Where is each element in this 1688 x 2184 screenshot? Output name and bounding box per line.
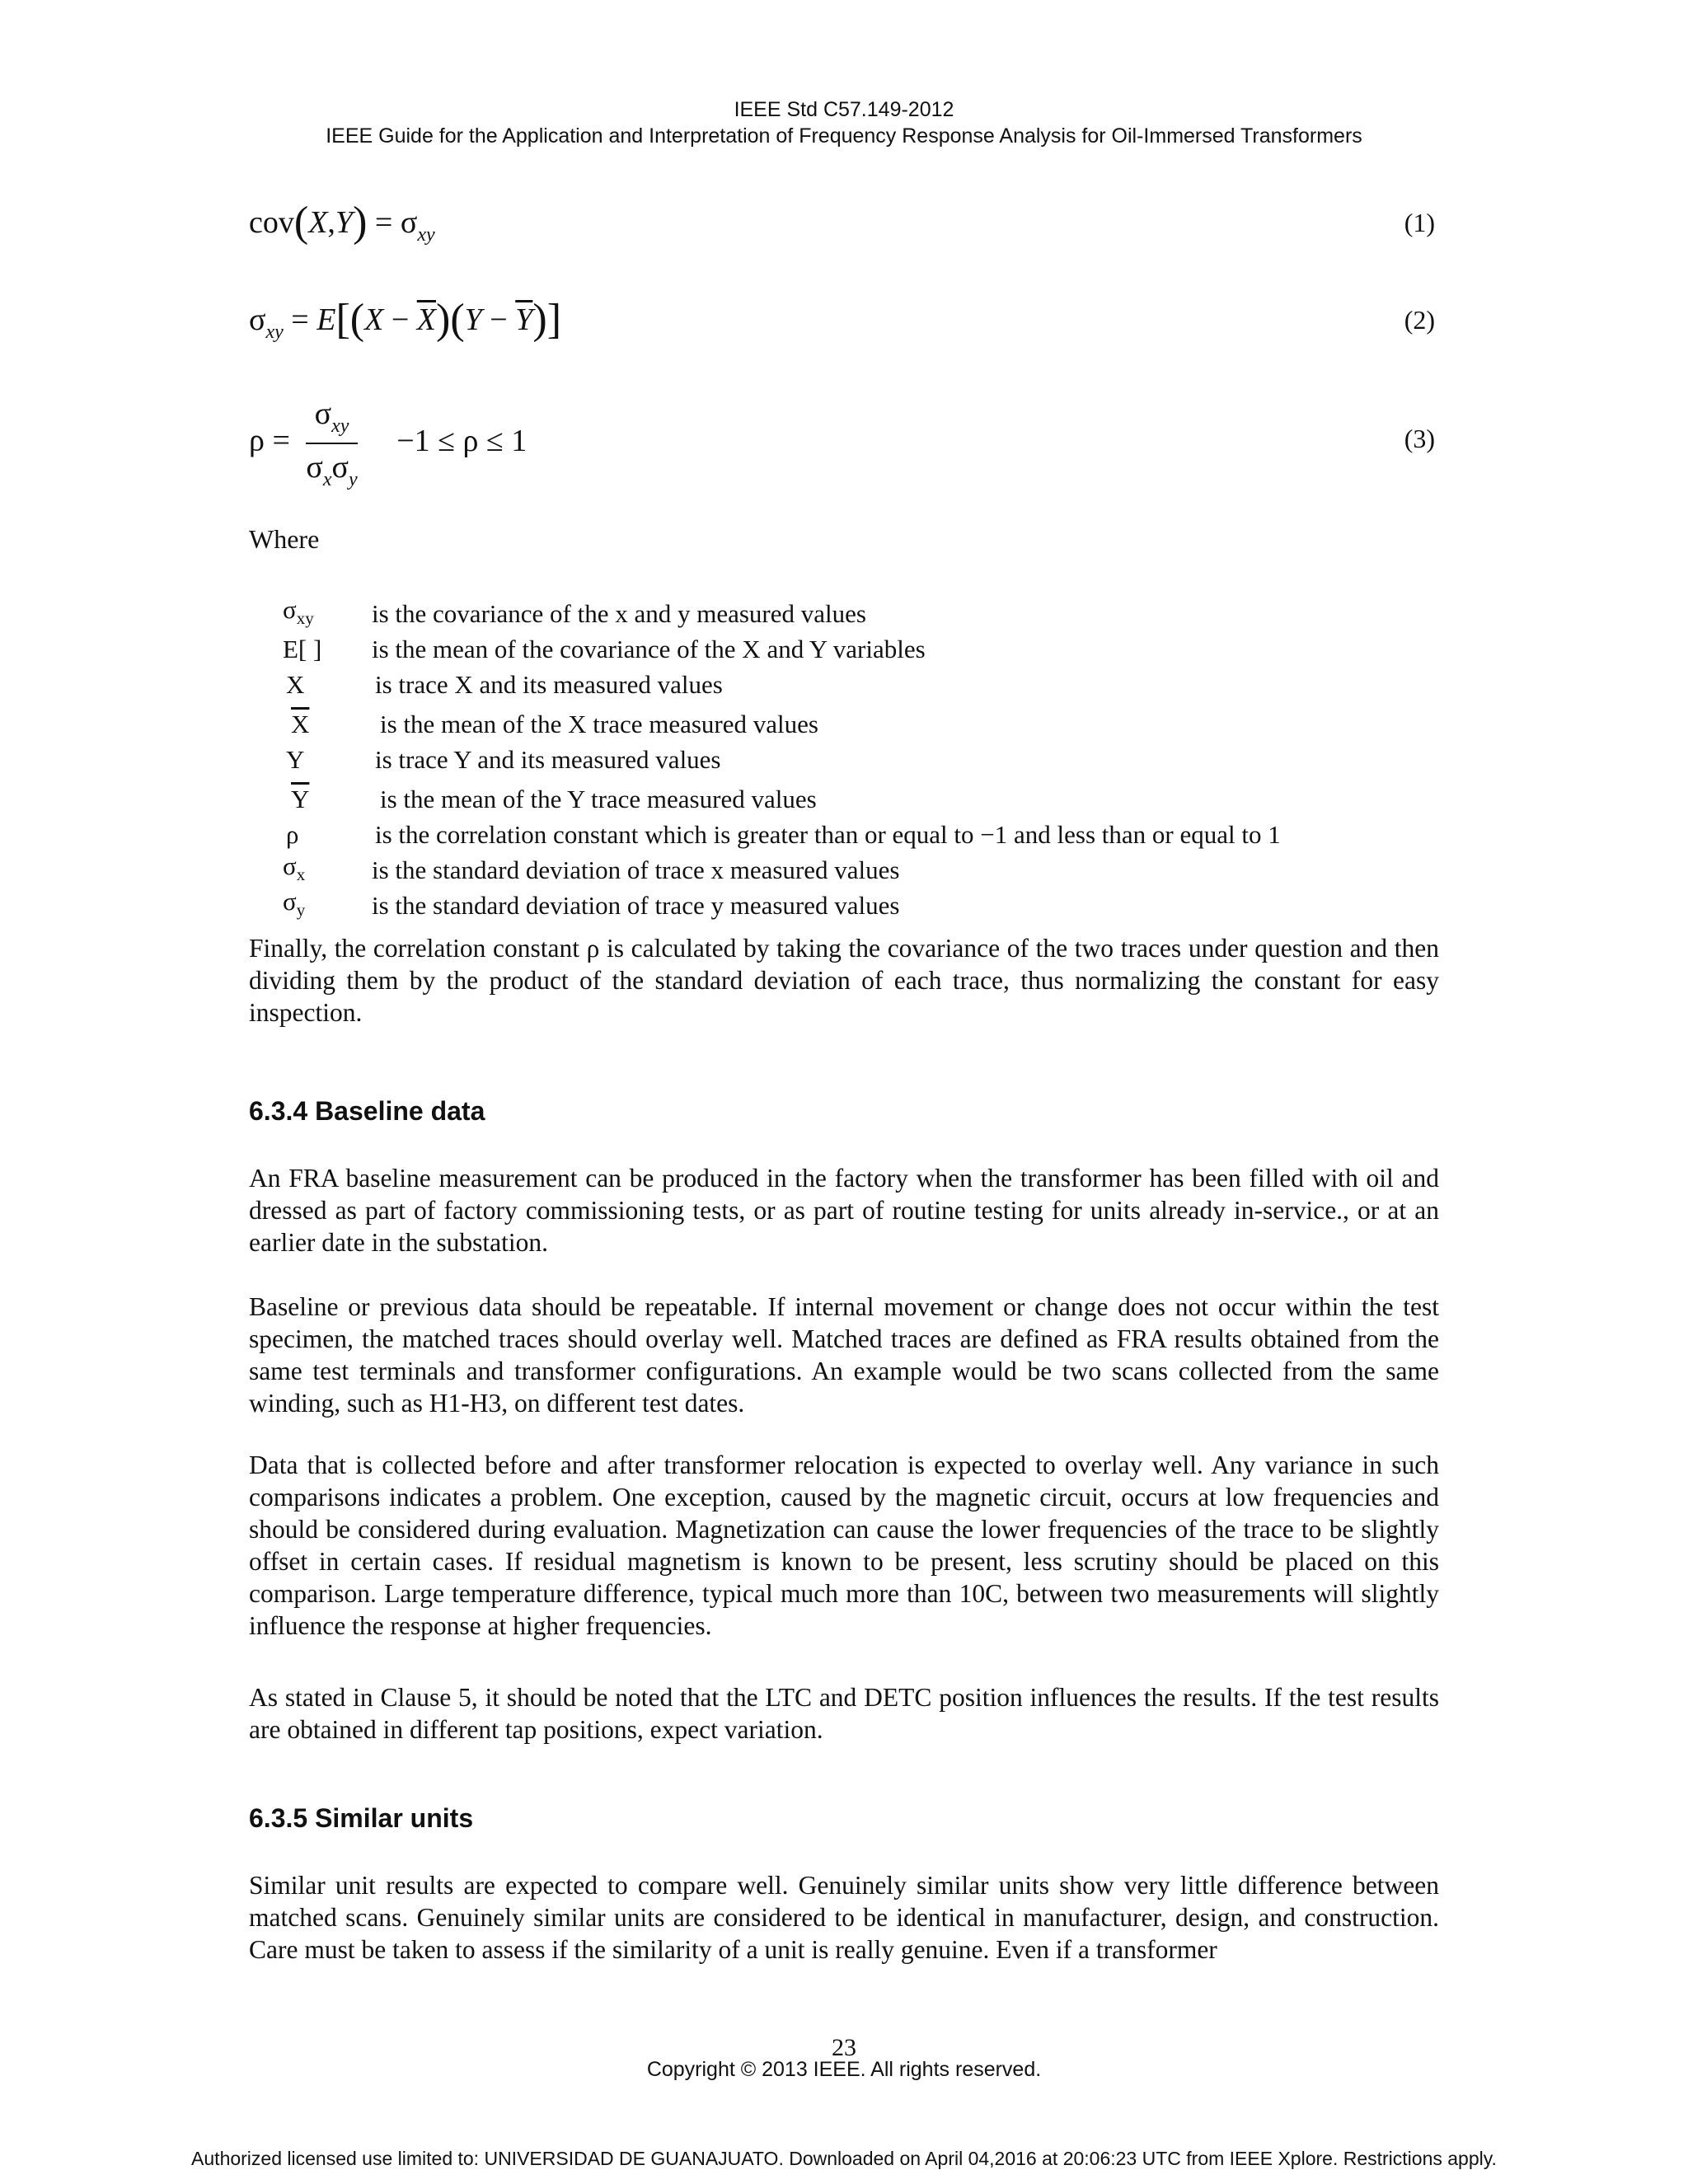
section-heading-6-3-4: 6.3.4 Baseline data	[249, 1096, 485, 1126]
eq3-den-sub-2: y	[349, 469, 358, 490]
def-symbol-sub: xy	[296, 608, 314, 628]
eq3-equals: =	[272, 423, 290, 458]
eq1-sigma: σ	[400, 205, 418, 240]
eq2-sub: xy	[265, 321, 284, 343]
eq1-y: Y	[335, 205, 354, 240]
eq1-cov: cov	[249, 205, 294, 240]
paragraph-baseline-1: An FRA baseline measurement can be produced in the factory when the transformer has been filled with oil and dressed as part of factory commissioning tests, or as part of routine testing for units already in-service., or at an earlier date in the substation.	[249, 1164, 1439, 1257]
paragraph-similar-1: Similar unit results are expected to compare well. Genuinely similar units show very little difference between matched scans. Genuinely similar units are considered to be identical in manufacturer, design, and construction. Care must be taken to assess if the similarity of a unit is really genuine. Even if a transformer	[249, 1871, 1439, 1964]
definition-row	[283, 700, 1281, 739]
definition-row	[283, 739, 1281, 775]
def-symbol: σ	[283, 851, 297, 880]
eq2-ybar: $\overline{Y}$	[515, 302, 533, 337]
eq2-equals: =	[291, 302, 309, 337]
definition-list	[283, 593, 1281, 921]
eq1-equals: =	[374, 205, 393, 240]
paragraph-baseline-3: Data that is collected before and after transformer relocation is expected to overlay well. Any variance in such comparisons indicates a problem. One exception, caused by the magnetic circuit, occurs at low frequencies and should be considered during evaluation. Magnetization can cause the lower frequencies of the trace to be slightly offset in certain cases. If residual magnetism is known to be present, less scrutiny should be placed on this comparison. Large temperature difference, typical much more than 10C, between two measurements will slightly influence the response at higher frequencies.	[249, 1451, 1439, 1640]
eq3-den-sigma-2: σ	[331, 450, 349, 485]
equation-1-number: (1)	[1404, 208, 1435, 237]
standard-number: IEEE Std C57.149-2012	[734, 98, 954, 121]
def-description: is the standard deviation of trace y measured values	[372, 891, 900, 920]
def-description: is the covariance of the x and y measured values	[372, 599, 866, 628]
eq2-minus-2: −	[490, 302, 508, 337]
eq3-num-sigma: σ	[314, 396, 332, 431]
eq3-den-sigma-1: σ	[306, 450, 323, 485]
document-title: IEEE Guide for the Application and Interpretation of Frequency Response Analysis for Oil-Immersed Transformers	[326, 124, 1362, 148]
page-number: 23	[832, 2034, 856, 2061]
eq1-sub: xy	[417, 224, 435, 246]
copyright-notice: Copyright © 2013 IEEE. All rights reserved.	[646, 2058, 1042, 2081]
definition-row	[283, 664, 1281, 700]
def-symbol: ρ	[286, 820, 299, 849]
def-description: is the mean of the Y trace measured values	[380, 785, 817, 813]
definition-row	[283, 814, 1281, 850]
where-label: Where	[249, 524, 320, 554]
eq2-y: Y	[464, 302, 482, 337]
eq3-fraction	[306, 396, 357, 491]
def-symbol: σ	[283, 595, 297, 624]
eq3-den-sub-1: x	[322, 469, 332, 490]
equation-1: $cov(X,Y) = \sigma_{xy}$	[249, 199, 435, 246]
def-symbol-sub: y	[296, 900, 306, 920]
eq2-minus-1: −	[391, 302, 410, 337]
eq2-x: X	[364, 302, 384, 337]
eq1-x: X	[308, 205, 328, 240]
def-symbol: Y	[286, 745, 305, 774]
equation-3-number: (3)	[1404, 424, 1435, 453]
eq2-e: E	[316, 302, 336, 337]
paragraph-baseline-2: Baseline or previous data should be repeatable. If internal movement or change does not occur within the test specimen, the matched traces should overlay well. Matched traces are defined as FRA results obtained from the same test terminals and transformer configurations. An example would be two scans collected from the same winding, such as H1-H3, on different test dates.	[249, 1292, 1439, 1418]
equation-2: $\sigma_{xy} = E[(X - \overline{X})(Y - \overline{Y})]$	[249, 296, 562, 343]
def-symbol-overline: $\overline{Y}$	[291, 785, 310, 813]
def-symbol: E[ ]	[283, 635, 322, 663]
def-description: is trace X and its measured values	[375, 670, 723, 699]
def-description: is trace Y and its measured values	[375, 745, 721, 774]
eq3-num-sub: xy	[331, 415, 349, 437]
def-description: is the mean of the covariance of the X and Y variables	[372, 635, 926, 663]
eq3-range: −1 ≤ ρ ≤ 1	[396, 423, 528, 458]
definition-row	[283, 629, 1281, 664]
eq3-rho: ρ	[249, 423, 265, 458]
def-symbol-overline: $\overline{X}$	[291, 710, 310, 738]
license-notice: Authorized licensed use limited to: UNIVERSIDAD DE GUANAJUATO. Downloaded on April 04,2016 at 20:06:23 UTC from IEEE Xplore. Restrictions apply.	[191, 2148, 1497, 2169]
equation-3	[249, 396, 1436, 491]
definition-row	[283, 775, 1281, 814]
def-symbol-sub: x	[296, 865, 306, 884]
section-heading-6-3-5: 6.3.5 Similar units	[249, 1803, 474, 1833]
definition-row	[283, 850, 1281, 885]
paragraph-baseline-4: As stated in Clause 5, it should be noted that the LTC and DETC position influences the results. If the test results are obtained in different tap positions, expect variation.	[249, 1683, 1439, 1744]
eq2-xbar: $\overline{X}$	[416, 302, 436, 337]
definition-row	[283, 885, 1281, 921]
eq1-comma: ,	[327, 205, 335, 240]
def-description: is the mean of the X trace measured values	[380, 710, 818, 738]
eq2-sigma: σ	[249, 302, 266, 337]
def-description: is the standard deviation of trace x measured values	[372, 855, 900, 884]
paragraph-finally: Finally, the correlation constant ρ is calculated by taking the covariance of the two traces under question and then dividing them by the product of the standard deviation of each trace, thus normalizing the constant for easy inspection.	[249, 934, 1439, 1027]
equation-2-number: (2)	[1404, 305, 1435, 335]
definition-row	[283, 593, 1281, 629]
def-symbol: X	[286, 670, 305, 699]
def-symbol: σ	[283, 887, 297, 916]
def-description: is the correlation constant which is greater than or equal to −1 and less than or equal to 1	[375, 820, 1281, 849]
